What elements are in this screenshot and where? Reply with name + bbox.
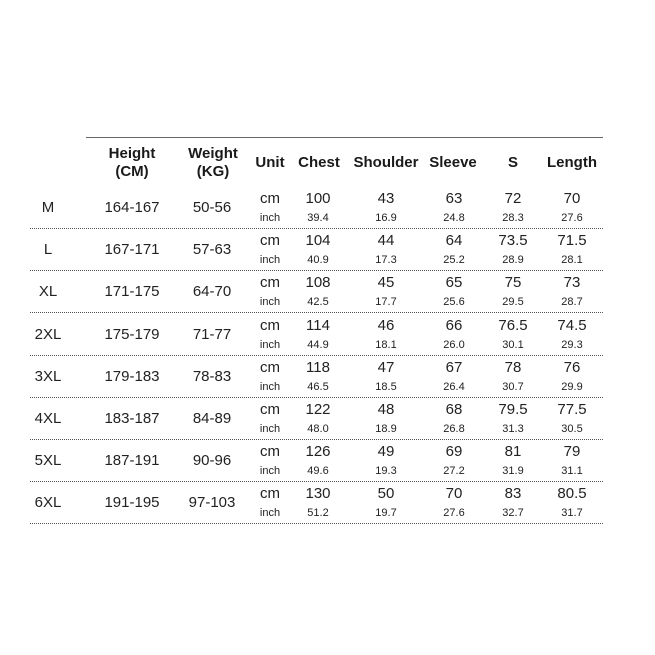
length-cm: 71.5	[557, 232, 587, 250]
unit-inch-label: inch	[259, 507, 281, 520]
unit-cm-label: cm	[260, 443, 280, 461]
table-row	[30, 229, 603, 271]
table-row	[30, 271, 603, 313]
shoulder-inch: 18.9	[375, 423, 397, 435]
chest-cm: 114	[306, 316, 330, 334]
chest-inch: 39.4	[307, 212, 329, 224]
table-top-border	[86, 137, 603, 138]
table-row	[30, 356, 603, 398]
s-inch: 28.3	[502, 212, 524, 224]
size-label: L	[43, 241, 53, 259]
s-inch: 32.7	[502, 507, 524, 520]
weight-range: 97-103	[188, 494, 236, 512]
s-inch: 31.3	[502, 423, 524, 435]
unit-inch-label: inch	[259, 338, 281, 351]
table-row	[30, 440, 603, 482]
shoulder-cm: 47	[377, 358, 395, 376]
header-length: Length	[547, 154, 597, 171]
length-cm: 74.5	[557, 316, 587, 334]
header-shoulder: Shoulder	[353, 154, 419, 171]
unit-inch-label: inch	[259, 254, 281, 267]
chest-cm: 126	[305, 443, 331, 461]
s-inch: 30.1	[502, 338, 524, 351]
header-chest: Chest	[298, 154, 340, 171]
size-label: 6XL	[34, 494, 62, 512]
size-label: M	[41, 199, 55, 216]
sleeve-inch: 27.6	[443, 507, 465, 520]
s-inch: 30.7	[502, 380, 524, 393]
s-cm: 76.5	[498, 316, 528, 334]
chest-inch: 44.9	[307, 338, 329, 351]
chest-inch: 42.5	[307, 296, 329, 309]
sleeve-cm: 69	[445, 443, 463, 461]
weight-range: 64-70	[192, 283, 232, 301]
s-cm: 81	[504, 443, 522, 461]
height-range: 164-167	[104, 199, 160, 216]
sleeve-cm: 65	[445, 274, 463, 292]
unit-cm-label: cm	[260, 401, 280, 418]
table-row	[30, 314, 603, 356]
shoulder-cm: 50	[377, 485, 395, 503]
sleeve-cm: 68	[445, 401, 463, 418]
weight-range: 71-77	[192, 325, 232, 343]
height-range: 179-183	[104, 367, 160, 385]
chest-cm: 108	[305, 274, 331, 292]
length-cm: 76	[563, 358, 581, 376]
weight-range: 50-56	[192, 199, 232, 216]
s-inch: 28.9	[502, 254, 524, 267]
size-label: 3XL	[34, 367, 62, 385]
length-cm: 73	[563, 274, 581, 292]
height-range: 183-187	[104, 410, 160, 427]
sleeve-cm: 66	[445, 316, 463, 334]
weight-range: 90-96	[192, 452, 232, 470]
chest-inch: 49.6	[307, 465, 329, 478]
unit-cm-label: cm	[260, 485, 280, 503]
shoulder-cm: 46	[377, 316, 395, 334]
table-row	[30, 187, 603, 229]
length-inch: 29.3	[561, 338, 583, 351]
unit-inch-label: inch	[259, 465, 281, 478]
unit-cm-label: cm	[260, 232, 280, 250]
shoulder-cm: 43	[377, 190, 395, 207]
sleeve-cm: 67	[445, 358, 463, 376]
unit-inch-label: inch	[259, 423, 281, 435]
sleeve-cm: 70	[445, 485, 463, 503]
height-range: 187-191	[104, 452, 160, 470]
size-label: 2XL	[34, 325, 62, 343]
chest-cm: 100	[305, 190, 331, 207]
chest-cm: 130	[305, 485, 331, 503]
unit-cm-label: cm	[260, 358, 280, 376]
unit-inch-label: inch	[259, 380, 281, 393]
weight-range: 57-63	[192, 241, 232, 259]
s-cm: 73.5	[498, 232, 528, 250]
weight-range: 84-89	[192, 410, 232, 427]
s-inch: 29.5	[502, 296, 524, 309]
length-inch: 27.6	[561, 212, 583, 224]
shoulder-inch: 18.1	[375, 338, 397, 351]
shoulder-cm: 49	[377, 443, 395, 461]
chest-cm: 122	[305, 401, 331, 418]
length-inch: 31.7	[561, 507, 583, 520]
unit-cm-label: cm	[260, 274, 280, 292]
sleeve-inch: 25.6	[443, 296, 465, 309]
row-divider	[30, 523, 603, 524]
chest-cm: 118	[306, 358, 330, 376]
sleeve-inch: 26.0	[443, 338, 465, 351]
height-range: 167-171	[104, 241, 160, 259]
header-sleeve: Sleeve	[429, 154, 477, 171]
header-height: Height (CM)	[108, 145, 156, 180]
chest-inch: 48.0	[307, 423, 329, 435]
chest-inch: 40.9	[307, 254, 329, 267]
chest-inch: 51.2	[307, 507, 329, 520]
chest-inch: 46.5	[307, 380, 329, 393]
height-range: 191-195	[104, 494, 160, 512]
height-range: 171-175	[104, 283, 160, 301]
chest-cm: 104	[305, 232, 331, 250]
table-row	[30, 482, 603, 524]
header-unit: Unit	[255, 154, 285, 171]
length-cm: 77.5	[557, 401, 587, 418]
s-inch: 31.9	[502, 465, 524, 478]
s-cm: 75	[504, 274, 522, 292]
sleeve-cm: 64	[445, 232, 463, 250]
length-inch: 28.1	[561, 254, 583, 267]
unit-inch-label: inch	[259, 296, 281, 309]
shoulder-inch: 17.3	[375, 254, 397, 267]
shoulder-cm: 48	[377, 401, 395, 418]
shoulder-cm: 45	[377, 274, 395, 292]
shoulder-cm: 44	[377, 232, 395, 250]
table-row	[30, 398, 603, 440]
sleeve-cm: 63	[445, 190, 463, 207]
sleeve-inch: 27.2	[443, 465, 465, 478]
size-label: 5XL	[34, 452, 62, 470]
s-cm: 72	[504, 190, 522, 207]
length-inch: 28.7	[561, 296, 583, 309]
unit-cm-label: cm	[260, 316, 280, 334]
shoulder-inch: 19.7	[375, 507, 397, 520]
header-weight: Weight (KG)	[188, 145, 238, 180]
shoulder-inch: 18.5	[375, 380, 397, 393]
sleeve-inch: 24.8	[443, 212, 465, 224]
header-s: S	[507, 154, 518, 171]
s-cm: 83	[504, 485, 522, 503]
s-cm: 79.5	[498, 401, 528, 418]
unit-inch-label: inch	[259, 212, 281, 224]
shoulder-inch: 16.9	[375, 212, 397, 224]
sleeve-inch: 25.2	[443, 254, 465, 267]
sleeve-inch: 26.8	[443, 423, 465, 435]
unit-cm-label: cm	[260, 190, 280, 207]
length-inch: 29.9	[561, 380, 583, 393]
shoulder-inch: 17.7	[375, 296, 397, 309]
length-cm: 70	[563, 190, 581, 207]
s-cm: 78	[504, 358, 522, 376]
length-inch: 31.1	[561, 465, 583, 478]
size-label: 4XL	[34, 410, 62, 427]
length-cm: 79	[563, 443, 581, 461]
length-inch: 30.5	[561, 423, 583, 435]
sleeve-inch: 26.4	[443, 380, 465, 393]
weight-range: 78-83	[192, 367, 232, 385]
size-label: XL	[38, 283, 58, 301]
length-cm: 80.5	[557, 485, 587, 503]
shoulder-inch: 19.3	[375, 465, 397, 478]
height-range: 175-179	[104, 325, 160, 343]
